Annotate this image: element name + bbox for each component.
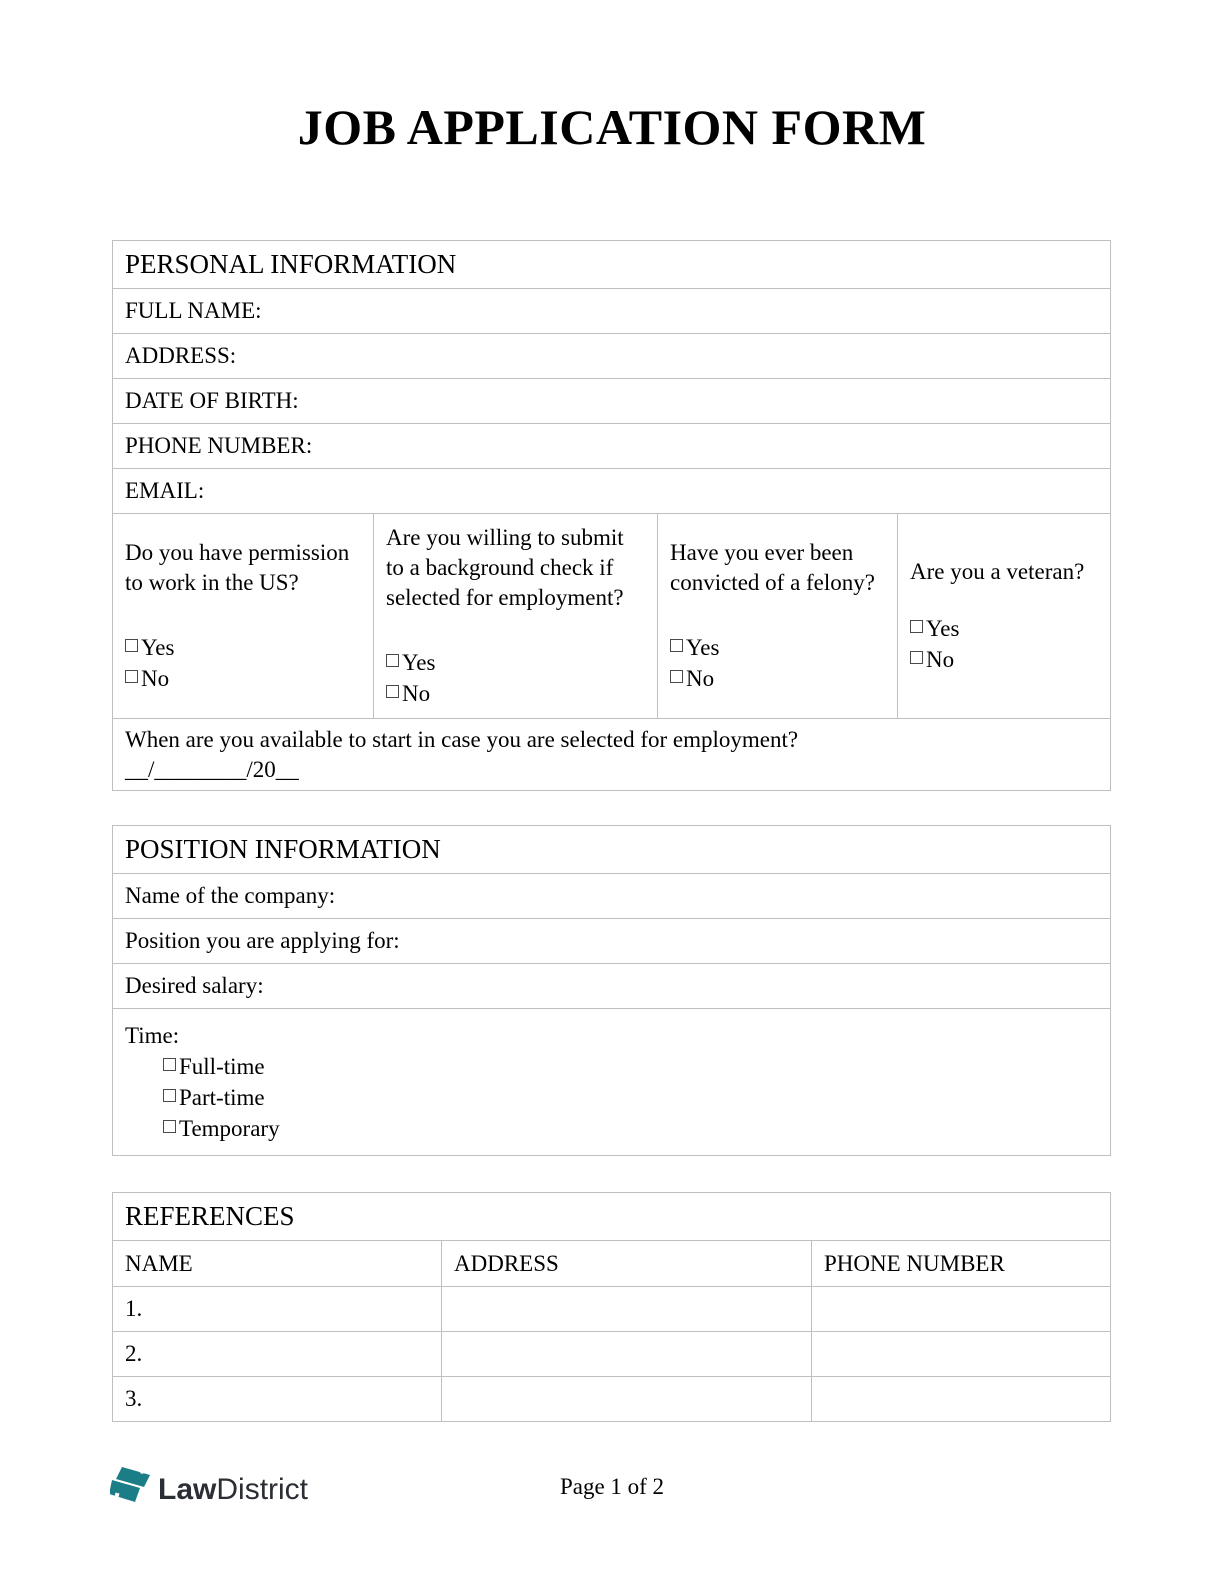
full-name-field[interactable]: FULL NAME: (113, 289, 1111, 334)
brand-law: Law (158, 1472, 217, 1506)
reference-2-phone-cell[interactable] (812, 1332, 1111, 1377)
reference-row-3 (113, 1377, 1111, 1422)
checkbox-yes[interactable] (910, 620, 923, 633)
reference-2-address-cell[interactable] (442, 1332, 812, 1377)
time-row (113, 1009, 1111, 1156)
option-label: Full-time (179, 1054, 265, 1079)
date-of-birth-field[interactable]: DATE OF BIRTH: (113, 379, 1111, 424)
checkbox-temporary[interactable] (163, 1120, 176, 1133)
checkbox-part-time[interactable] (163, 1089, 176, 1102)
reference-3-phone-cell[interactable] (812, 1377, 1111, 1422)
checkbox-no[interactable] (386, 685, 399, 698)
time-label: Time: (125, 1023, 180, 1048)
option-part-time (163, 1082, 1098, 1113)
question-text: Are you a veteran? (910, 559, 1085, 584)
phone-number-field[interactable]: PHONE NUMBER: (113, 424, 1111, 469)
brand-district: District (216, 1472, 309, 1506)
personal-information-table (112, 240, 1111, 791)
page-title: JOB APPLICATION FORM (297, 99, 927, 155)
option-label: No (926, 647, 955, 672)
references-header: REFERENCES (113, 1193, 1111, 1241)
reference-1-address-cell[interactable] (442, 1287, 812, 1332)
option-label: No (141, 666, 170, 691)
option-temporary (163, 1113, 1098, 1144)
personal-information-header: PERSONAL INFORMATION (113, 241, 1111, 289)
page-footer (0, 1462, 1224, 1522)
checkbox-yes[interactable] (125, 639, 138, 652)
checkbox-full-time[interactable] (163, 1058, 176, 1071)
question-text: Are you willing to submit to a background check if selected for employment? (386, 525, 624, 610)
position-information-header: POSITION INFORMATION (113, 826, 1111, 874)
question-felony-conviction (658, 514, 898, 719)
option-no (910, 644, 1098, 675)
column-header-phone-number: PHONE NUMBER (812, 1241, 1111, 1287)
option-yes (125, 632, 361, 663)
option-label: Part-time (179, 1085, 265, 1110)
option-yes (910, 613, 1098, 644)
option-label: No (686, 666, 715, 691)
page-number: Page 1 of 2 (559, 1474, 665, 1499)
question-text: Do you have permission to work in the US? (125, 540, 350, 595)
reference-row-1 (113, 1287, 1111, 1332)
references-column-headers (113, 1241, 1111, 1287)
option-label: Yes (141, 635, 175, 660)
reference-2-number: 2. (113, 1332, 442, 1377)
position-applied-field[interactable]: Position you are applying for: (113, 919, 1111, 964)
option-label: Yes (402, 650, 436, 675)
checkbox-no[interactable] (910, 651, 923, 664)
position-information-table (112, 825, 1111, 1156)
option-label: Yes (686, 635, 720, 660)
availability-answer-line[interactable]: __/________/20__ (125, 756, 299, 782)
company-name-field[interactable]: Name of the company: (113, 874, 1111, 919)
option-yes (670, 632, 885, 663)
option-no (125, 663, 361, 694)
option-label: Temporary (179, 1116, 280, 1141)
checkbox-no[interactable] (125, 670, 138, 683)
address-field[interactable]: ADDRESS: (113, 334, 1111, 379)
question-background-check (374, 514, 658, 719)
checkbox-no[interactable] (670, 670, 683, 683)
option-yes (386, 647, 645, 678)
checkbox-yes[interactable] (386, 654, 399, 667)
question-work-permission (113, 514, 374, 719)
email-field[interactable]: EMAIL: (113, 469, 1111, 514)
option-no (386, 678, 645, 709)
availability-question: When are you available to start in case you are selected for employment? (125, 726, 799, 752)
reference-row-2 (113, 1332, 1111, 1377)
column-header-address: ADDRESS (442, 1241, 812, 1287)
reference-1-number: 1. (113, 1287, 442, 1332)
question-text: Have you ever been convicted of a felony? (670, 540, 875, 595)
desired-salary-field[interactable]: Desired salary: (113, 964, 1111, 1009)
references-table (112, 1192, 1111, 1422)
question-veteran (898, 514, 1111, 719)
option-label: No (402, 681, 431, 706)
option-label: Yes (926, 616, 960, 641)
option-full-time (163, 1051, 1098, 1082)
reference-3-address-cell[interactable] (442, 1377, 812, 1422)
reference-1-phone-cell[interactable] (812, 1287, 1111, 1332)
reference-3-number: 3. (113, 1377, 442, 1422)
yes-no-questions-row (113, 514, 1111, 719)
column-header-name: NAME (113, 1241, 442, 1287)
availability-row (113, 719, 1111, 791)
option-no (670, 663, 885, 694)
checkbox-yes[interactable] (670, 639, 683, 652)
